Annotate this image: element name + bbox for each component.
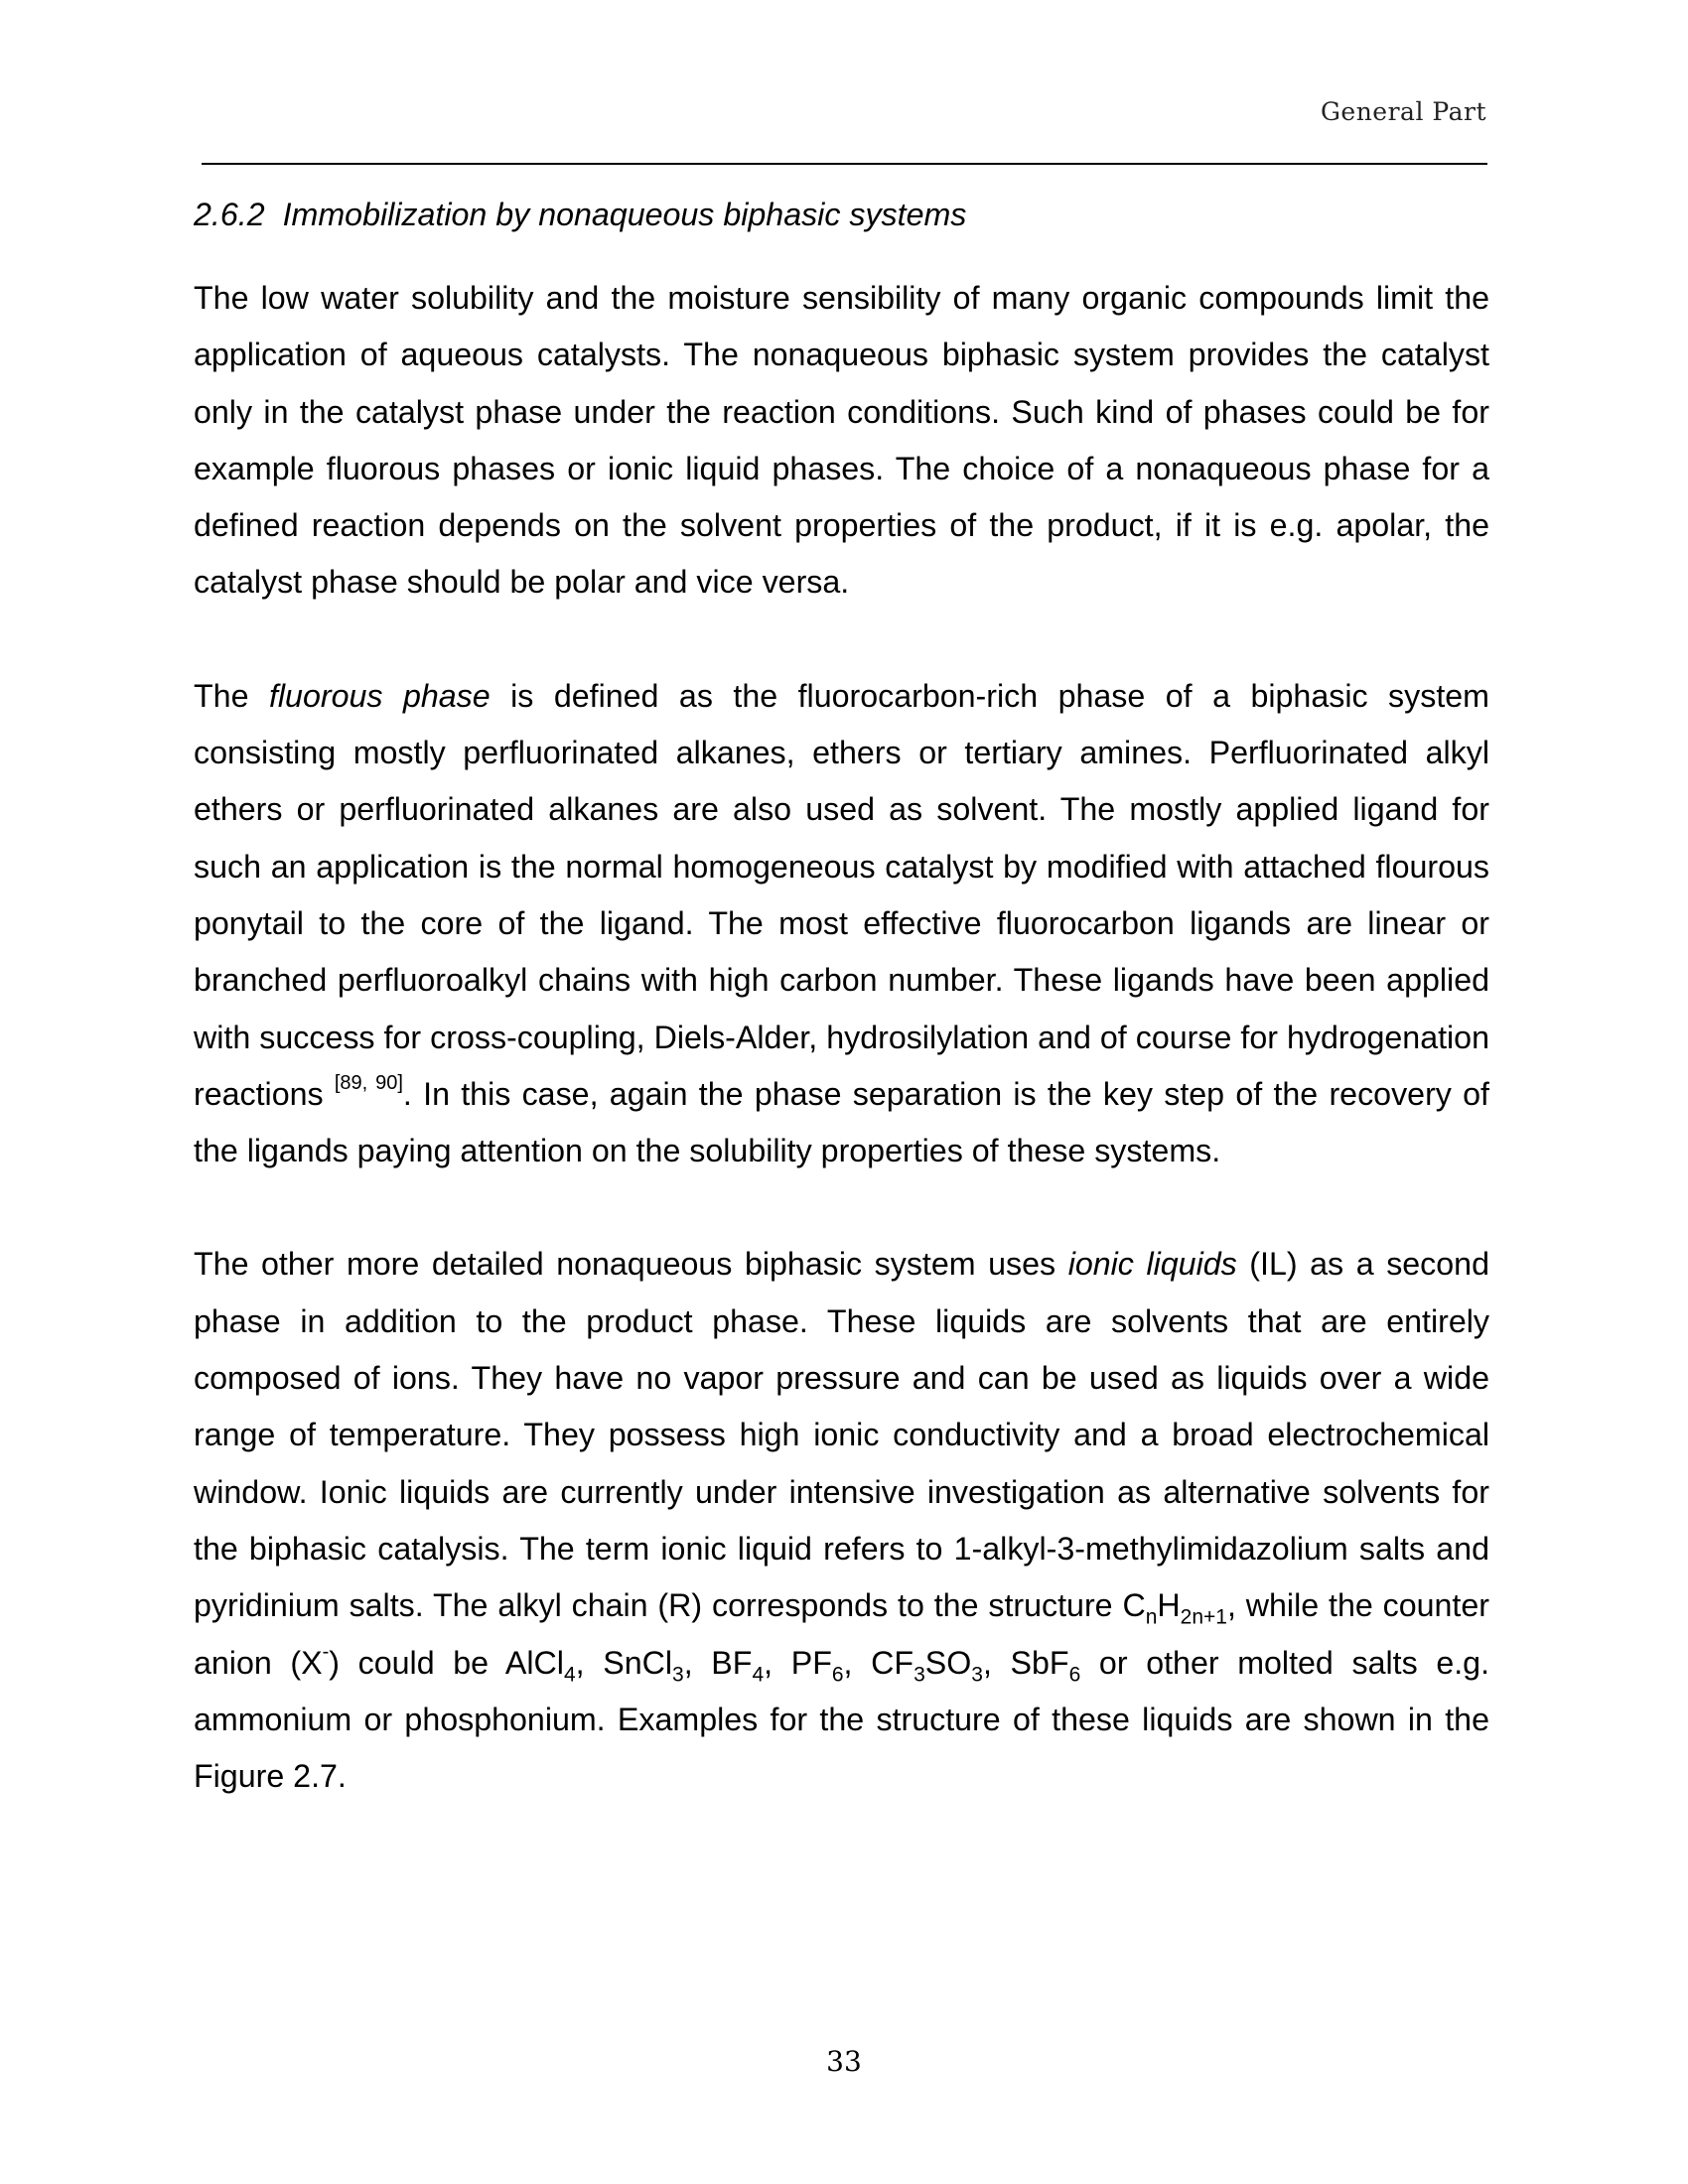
term-fluorous-phase: fluorous phase	[268, 677, 491, 714]
formula-sub-2n1: 2n+1	[1180, 1605, 1227, 1629]
page-number: 33	[826, 2045, 862, 2078]
formula-sub: 6	[831, 1662, 844, 1686]
paragraph-1: The low water solubility and the moisture sensibility of many organic compounds limit the application of aqueous catalysts. The nonaqueous biphasic system provides the catalyst only in the catalyst phase under the reaction conditions. Such kind of phases could be for example fluorous phases or ionic liquid phases. The choice of a nonaqueous phase for a defined reaction depends on the solvent properties of the product, if it is e.g. apolar, the catalyst phase should be polar and vice versa.	[194, 280, 1489, 601]
citation-89-90: [89, 90]	[334, 1072, 403, 1095]
formula-sub: 3	[914, 1662, 925, 1686]
p3-text-8: SO	[924, 1644, 972, 1681]
formula-h: H	[1157, 1587, 1181, 1624]
section-heading	[194, 187, 1489, 242]
p3-intro: The other more detailed nonaqueous biphasic system uses	[194, 1246, 1068, 1283]
p3-text-2: , while the counter anion (X	[194, 1587, 1489, 1681]
running-header: General Part	[1320, 97, 1486, 126]
p3-text-5: , BF	[683, 1644, 753, 1681]
formula-sub: 6	[1068, 1662, 1081, 1686]
p3-text-6: , PF	[764, 1644, 832, 1681]
p3-text-7: , CF	[843, 1644, 914, 1681]
paragraph-3	[194, 1236, 1489, 1805]
term-ionic-liquids: ionic liquids	[1067, 1246, 1237, 1283]
paragraph-2	[194, 668, 1489, 1180]
p2-text-1: is defined as the fluorocarbon-rich phase of a biphasic system consisting mostly perfluorinated alkanes, ethers or tertiary amines. Perfluorinated alkyl ethers or perfluorinated alkanes are also used as solvent. The mostly applied ligand for such an application is the normal homogeneous catalyst by modified with attached flourous ponytail to the core of the ligand. The most effective fluorocarbon ligands are linear or branched perfluoroalkyl chains with high carbon number. These ligands have been applied with success for cross-coupling, Diels-Alder, hydrosilylation and of course for hydrogenation reactions	[194, 677, 1489, 1112]
header-rule	[202, 163, 1487, 165]
p2-intro: The	[194, 677, 269, 714]
formula-sub: 4	[563, 1662, 576, 1686]
formula-sub: 3	[971, 1662, 983, 1686]
anion-charge: -	[322, 1640, 330, 1663]
p3-text-1: (IL) as a second phase in addition to the product phase. These liquids are solvents that are entirely composed of ions. They have no vapor pressure and can be used as liquids over a wide range of temperature. They possess high ionic conductivity and a broad electrochemical window. Ionic liquids are currently under intensive investigation as alternative solvents for the biphasic catalysis. The term ionic liquid refers to 1-alkyl-3-methylimidazolium salts and pyridinium salts. The alkyl chain (R) corresponds to the structure C	[194, 1246, 1489, 1624]
formula-sub: 3	[672, 1662, 684, 1686]
formula-sub: 4	[752, 1662, 765, 1686]
p3-text-10: or other molted salts e.g. ammonium or phosphonium. Examples for the structure of these liquids are shown in the Figure 2.7.	[194, 1644, 1490, 1795]
p2-text-2: . In this case, again the phase separation is the key step of the recovery of the ligands paying attention on the solubility properties of these systems.	[194, 1075, 1489, 1169]
p3-text-4: , SnCl	[575, 1644, 673, 1681]
p3-text-9: , SbF	[982, 1644, 1069, 1681]
section-number: 2.6.2	[194, 197, 265, 232]
p3-text-3: ) could be AlCl	[329, 1644, 564, 1681]
section-title: Immobilization by nonaqueous biphasic systems	[282, 197, 967, 232]
page-content	[194, 187, 1489, 1861]
formula-sub-n: n	[1145, 1605, 1158, 1629]
